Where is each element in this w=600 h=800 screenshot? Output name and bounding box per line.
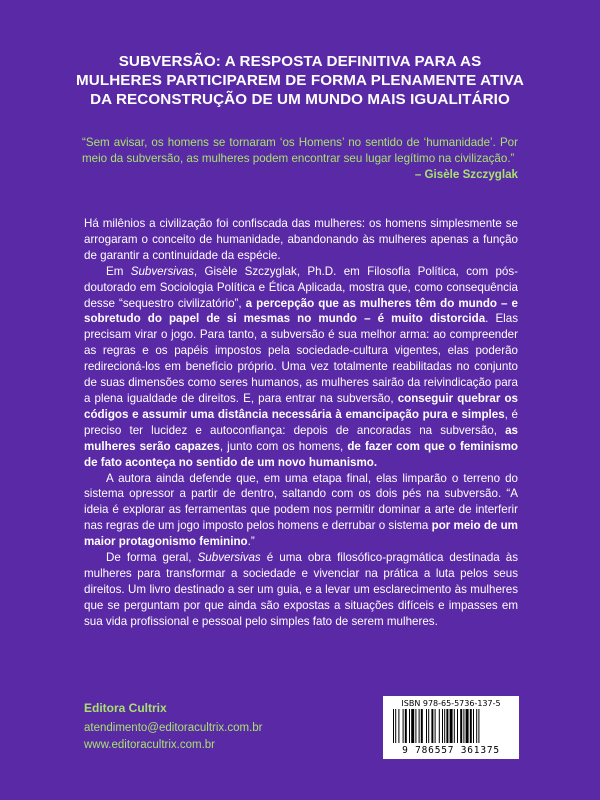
bold-highlight: a percepção que as mulheres têm do mundo – e sobretudo do papel de si mesmas no mundo – é muito distorcida [84,296,519,326]
barcode-bar [463,709,464,743]
headline-line-3: DA RECONSTRUÇÃO DE UM MUNDO MAIS IGUALITÁRIO [90,91,510,108]
text-run: , junto com os homens, [219,439,348,453]
barcode-bar [466,709,469,743]
barcode-bar [395,709,396,743]
isbn-label: ISBN 978-65-5736-137-5 [401,699,501,708]
bold-highlight: as mulheres serão capazes [84,423,518,453]
barcode-bar [478,709,479,743]
text-run: De forma geral, [106,551,198,565]
publisher-website: www.editoracultrix.com.br [84,739,216,751]
barcode-bar [446,709,448,743]
author-quote [82,135,518,183]
barcode-bar [435,709,436,743]
text-run: A autora ainda defende que, em uma etapa final, elas limparão o terreno do sistema opressor a partir de dentro, saltando com os dois pés na subversão. “A ideia é explorar as ferramentas que podem nos permitir dominar a arte de interferir nas regras de um jogo imposto pelos homens e derrubar o sistema [84,471,518,533]
barcode-bar [409,709,410,743]
synopsis-paragraph-3 [84,471,518,551]
barcode-bar [419,709,420,743]
barcode-bar [421,709,423,743]
bold-highlight: de fazer com que o feminismo de fato aconteça no sentido de um novo humanismo. [84,439,518,469]
quote-attribution: – Gisèle Szczyglak [414,168,518,181]
text-run: Em [106,264,131,278]
barcode-bar [450,709,453,743]
barcode-bars [391,709,511,743]
barcode-bar [454,709,455,743]
barcode-bar [398,709,399,743]
back-cover-headline [60,52,540,109]
barcode-bar [426,709,427,743]
barcode-bar [428,709,429,743]
barcode-bar [415,709,416,743]
barcode-bar [403,709,404,743]
text-run: , Gisèle Szczyglak, Ph.D. em Filosofia Política, com pós-doutorado em Sociologia Política e Ética Aplicada, mostra que, como consequência desse “sequestro civilizatório”, [84,264,518,310]
barcode-bar [473,709,474,743]
publisher-email: atendimento@editoracultrix.com.br [84,722,263,734]
barcode-bar [444,709,445,743]
text-run: . Elas precisam virar o jogo. Para tanto, a subversão é sua melhor arma: ao compreender as regras e os papéis impostos pela sociedade-cultura vigentes, elas poderão redirecioná-los em benefício próprio. Uma vez totalmente reabilitadas no conjunto de suas dimensões como seres humanos, as mulheres sairão da reivindicação para a plena igualdade de direitos. E, para entrar na subversão, [84,312,518,405]
barcode-bar [431,709,433,743]
headline-line-1: SUBVERSÃO: A RESPOSTA DEFINITIVA PARA AS [118,53,482,70]
synopsis-paragraph-4 [84,550,518,630]
barcode-bar [476,709,477,743]
barcode-bar [442,709,443,743]
barcode-bar [470,709,472,743]
bold-highlight: por meio de um maior protagonismo feminino [84,519,518,549]
barcode-bar [411,709,414,743]
book-title-italic: Subversivas [197,551,261,565]
synopsis [84,216,518,630]
barcode-bar [460,709,462,743]
text-run: é uma obra filosófico-pragmática destinada às mulheres para transformar a sociedade e vivenciar na prática a luta pelos seus direitos. Um livro destinado a ser um guia, e a levar um esclarecimento às mulheres que se perguntam por que ainda são expostas a situações difíceis e impasses em sua vida profissional e pessoal pelo simples fato de serem mulheres. [84,551,518,628]
barcode-digits: 9 786557 361375 [402,745,500,756]
headline-line-2: MULHERES PARTICIPAREM DE FORMA PLENAMENTE ATIVA [76,72,524,89]
synopsis-paragraph-1: Há milênios a civilização foi confiscada das mulheres: os homens simplesmente se arrogaram o conceito de humanidade, abandonando às mulheres apenas a função de garantir a continuidade da espécie. [84,217,518,262]
text-run: .” [247,535,255,549]
barcode-bar [405,709,407,743]
publisher-info [84,700,263,754]
barcode-bar [439,709,440,743]
text-run: , é preciso ter lucidez e autoconfiança: depois de ancoradas na subversão, [84,407,519,437]
book-title-italic: Subversivas [130,264,194,278]
barcode-bar [457,709,458,743]
isbn-barcode [383,696,519,759]
bold-highlight: conseguir quebrar os códigos e assumir uma distância necessária à emancipação pura e simples [84,391,518,421]
quote-text: “Sem avisar, os homens se tornaram ‘os Homens’ no sentido de ‘humanidade’. Por meio da subversão, as mulheres podem encontrar seu lugar legítimo na civilização.” [82,136,518,165]
publisher-name: Editora Cultrix [84,701,167,715]
barcode-bar [393,709,394,743]
synopsis-paragraph-2 [84,264,518,471]
